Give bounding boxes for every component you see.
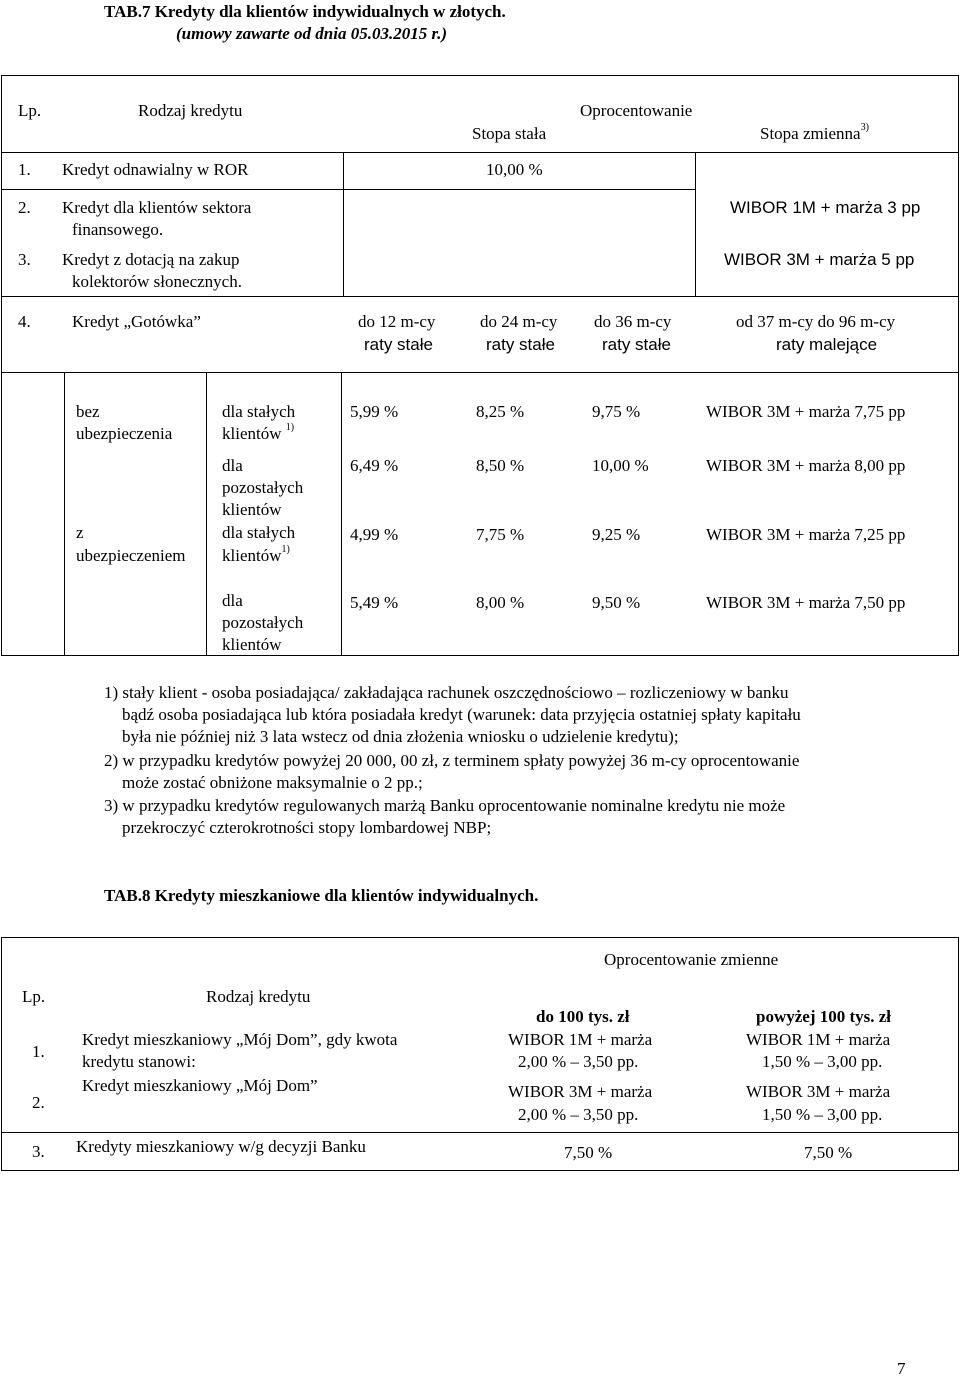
rate-r1-24: 8,25 %	[476, 402, 525, 421]
sub4-l3: klientów	[222, 635, 282, 654]
tab7-row2-name-l2: finansowego.	[72, 220, 164, 239]
tab7-row3-no: 3.	[18, 250, 31, 269]
tab7-row1-no: 1.	[18, 160, 31, 179]
rate-r3-12: 4,99 %	[350, 525, 399, 544]
rate-r2-36: 10,00 %	[592, 456, 649, 475]
tab7-row2-name-l1: Kredyt dla klientów sektora	[62, 198, 252, 217]
tab8-row3-c1: 7,50 %	[564, 1143, 613, 1162]
tab8-row1-c1-l1: WIBOR 1M + marża	[508, 1030, 653, 1049]
tab7-subtitle: (umowy zawarte od dnia 05.03.2015 r.)	[176, 24, 448, 43]
type-12: raty stałe	[364, 335, 433, 354]
tab7-row4-name: Kredyt „Gotówka”	[72, 312, 201, 331]
rate-r1-36: 9,75 %	[592, 402, 641, 421]
period-12: do 12 m-cy	[358, 312, 436, 331]
rate-r4-36: 9,50 %	[592, 593, 641, 612]
rate-r2-24: 8,50 %	[476, 456, 525, 475]
period-37-96: od 37 m-cy do 96 m-cy	[736, 312, 896, 331]
rate-r1-96: WIBOR 3M + marża 7,75 pp	[706, 402, 906, 421]
tab7-header-oprocentowanie: Oprocentowanie	[580, 101, 693, 120]
tab7-header-rodzaj: Rodzaj kredytu	[138, 101, 243, 120]
rate-r3-96: WIBOR 3M + marża 7,25 pp	[706, 525, 906, 544]
note-line-1: 1) stały klient - osoba posiadająca/ zakładająca rachunek oszczędnościowo – rozliczeniowy w banku	[104, 683, 789, 702]
tab7-row4-no: 4.	[18, 312, 31, 331]
tab7-row1-fixed: 10,00 %	[486, 160, 543, 179]
rate-r3-24: 7,75 %	[476, 525, 525, 544]
tab7-row2-no: 2.	[18, 198, 31, 217]
sub2-l1: dla	[222, 456, 243, 475]
note-line-4: 2) w przypadku kredytów powyżej 20 000, 00 zł, z terminem spłaty powyżej 36 m-cy oprocentowanie	[104, 751, 800, 770]
tab7-header-stopa-zmienna: Stopa zmienna$^{3)}$	[760, 122, 869, 143]
tab8-title: TAB.8 Kredyty mieszkaniowe dla klientów indywidualnych.	[104, 886, 539, 905]
sub1-l2: klientów $^{1)}$	[222, 422, 295, 443]
page-number: 7	[897, 1359, 906, 1378]
tab8-header-col2: powyżej 100 tys. zł	[756, 1007, 892, 1026]
tab8-header-rodzaj: Rodzaj kredytu	[206, 987, 311, 1006]
note-line-2: bądź osoba posiadająca lub która posiadała kredyt (warunek: data przyjęcia ostatniej spłaty kapitału	[122, 705, 801, 724]
tab8-header-col1: do 100 tys. zł	[536, 1007, 630, 1026]
tab8-row3-c2: 7,50 %	[804, 1143, 853, 1162]
tab8-row2-c2-l2: 1,50 % – 3,00 pp.	[762, 1105, 883, 1124]
tab8-row1-name-l2: kredytu stanowi:	[82, 1052, 196, 1071]
tab8-row1-c2-l2: 1,50 % – 3,00 pp.	[762, 1052, 883, 1071]
rate-r3-36: 9,25 %	[592, 525, 641, 544]
type-37-96: raty malejące	[776, 335, 878, 354]
tab8-header-lp: Lp.	[22, 987, 46, 1006]
tab7-header-lp: Lp.	[18, 101, 42, 120]
sub2-l3: klientów	[222, 500, 282, 519]
sub3-l1: dla stałych	[222, 523, 296, 542]
tab8-row3-no: 3.	[32, 1142, 45, 1161]
tab8-row1-c1-l2: 2,00 % – 3,50 pp.	[518, 1052, 639, 1071]
group-bez-l1: bez	[76, 402, 100, 421]
period-24: do 24 m-cy	[480, 312, 558, 331]
rate-r1-12: 5,99 %	[350, 402, 399, 421]
tab7-row3-variable: WIBOR 3M + marża 5 pp	[724, 250, 915, 269]
sub4-l1: dla	[222, 591, 243, 610]
sub3-l2: klientów$^{1)}$	[222, 544, 290, 565]
tab8-row1-no: 1.	[32, 1042, 45, 1061]
type-36: raty stałe	[602, 335, 671, 354]
tab7-row2-variable: WIBOR 1M + marża 3 pp	[730, 198, 921, 217]
group-z-l2: ubezpieczeniem	[76, 546, 186, 565]
tab8-header-oprocentowanie: Oprocentowanie zmienne	[604, 950, 779, 969]
tab7-header-stopa-stala: Stopa stała	[472, 124, 547, 143]
tab7-title: TAB.7 Kredyty dla klientów indywidualnych w złotych.	[104, 2, 506, 21]
period-36: do 36 m-cy	[594, 312, 672, 331]
rate-r4-12: 5,49 %	[350, 593, 399, 612]
group-bez-l2: ubezpieczenia	[76, 424, 173, 443]
tab8-row2-c1-l1: WIBOR 3M + marża	[508, 1082, 653, 1101]
sub1-l1: dla stałych	[222, 402, 296, 421]
tab8-row2-c2-l1: WIBOR 3M + marża	[746, 1082, 891, 1101]
tab7-row3-name-l1: Kredyt z dotacją na zakup	[62, 250, 240, 269]
sub2-l2: pozostałych	[222, 478, 304, 497]
rate-r2-96: WIBOR 3M + marża 8,00 pp	[706, 456, 906, 475]
tab8-row2-name-l1: Kredyt mieszkaniowy „Mój Dom”	[82, 1076, 318, 1095]
group-z-l1: z	[76, 523, 84, 542]
tab8-row2-c1-l2: 2,00 % – 3,50 pp.	[518, 1105, 639, 1124]
note-line-7: przekroczyć czterokrotności stopy lombardowej NBP;	[122, 818, 492, 837]
tab7-row1-name: Kredyt odnawialny w ROR	[62, 160, 249, 179]
tab8-row2-no: 2.	[32, 1093, 45, 1112]
tab8-row3-name-l1: Kredyty mieszkaniowy w/g decyzji Banku	[76, 1137, 366, 1156]
note-line-3: była nie później niż 3 lata wstecz od dnia złożenia wniosku o udzielenie kredytu);	[122, 727, 679, 746]
rate-r2-12: 6,49 %	[350, 456, 399, 475]
type-24: raty stałe	[486, 335, 555, 354]
rate-r4-24: 8,00 %	[476, 593, 525, 612]
rate-r4-96: WIBOR 3M + marża 7,50 pp	[706, 593, 906, 612]
tab8-row1-name-l1: Kredyt mieszkaniowy „Mój Dom”, gdy kwota	[82, 1030, 398, 1049]
note-line-6: 3) w przypadku kredytów regulowanych marżą Banku oprocentowanie nominalne kredytu nie może	[104, 796, 786, 815]
tab8-row1-c2-l1: WIBOR 1M + marża	[746, 1030, 891, 1049]
tab7-row3-name-l2: kolektorów słonecznych.	[72, 272, 242, 291]
sub4-l2: pozostałych	[222, 613, 304, 632]
note-line-5: może zostać obniżone maksymalnie o 2 pp.;	[122, 773, 423, 792]
